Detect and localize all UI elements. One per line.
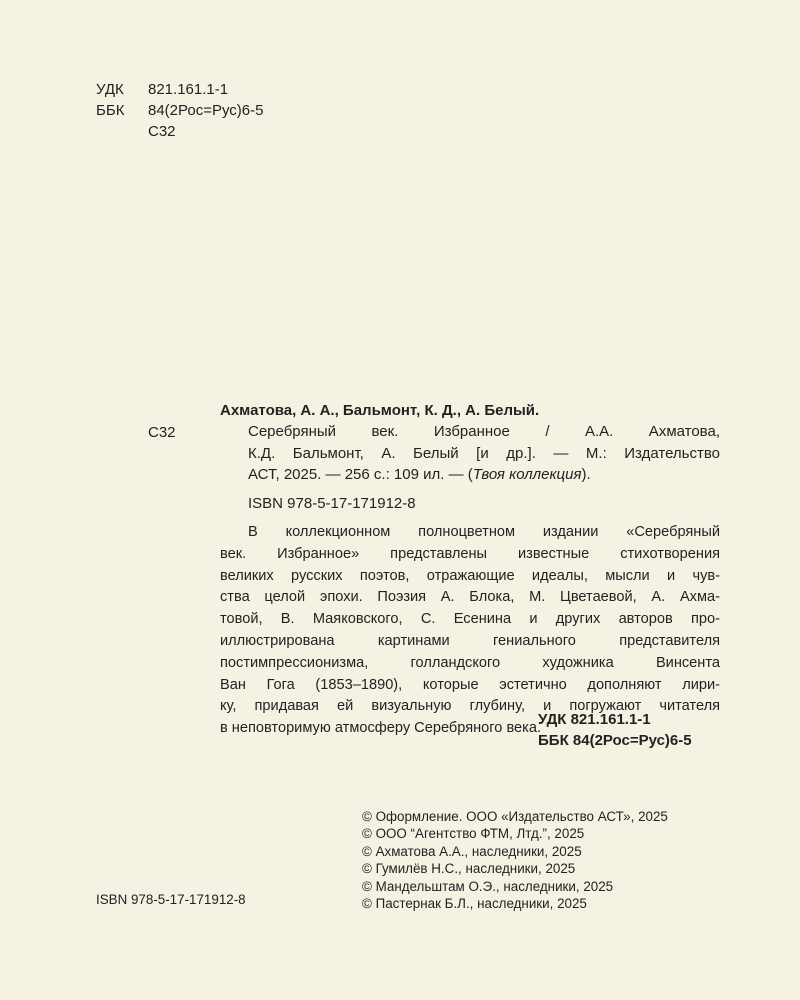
bbk-value: 84(2Рос=Рус)6-5 xyxy=(148,102,264,119)
annotation-line: великих русских поэтов, отражающие идеалы, мысли и чув- xyxy=(220,567,720,584)
annotation xyxy=(220,522,720,740)
annotation-line: постимпрессионизма, голландского художника Винсента xyxy=(220,654,720,671)
series-title: Твоя коллекция xyxy=(472,466,582,484)
udk-label: УДК xyxy=(96,81,124,98)
copyright-list xyxy=(362,808,668,912)
description-line xyxy=(248,464,720,486)
copyright-item: © Гумилёв Н.С., наследники, 2025 xyxy=(362,861,576,877)
annotation-line: в неповторимую атмосферу Серебряного века. xyxy=(220,720,542,737)
copyright-item: © Пастернак Б.Л., наследники, 2025 xyxy=(362,896,587,912)
description-line: Серебряный век. Избранное / А.А. Ахматова, xyxy=(248,423,720,440)
annotation-line: век. Избранное» представлены известные стихотворения xyxy=(220,545,720,562)
annotation-line: ства целой эпохи. Поэзия А. Блока, М. Цветаевой, А. Ахма- xyxy=(220,589,720,606)
record-isbn: ISBN 978-5-17-171912-8 xyxy=(248,495,416,512)
classification-block xyxy=(96,80,356,150)
annotation-line: ку, придавая ей визуальную глубину, и погружают читателя xyxy=(220,698,720,715)
annotation-line: товой, В. Маяковского, С. Есенина и других авторов про- xyxy=(220,611,720,628)
udk-value: 821.161.1-1 xyxy=(148,81,229,98)
copyright-item: © ООО “Агентство ФТМ, Лтд.”, 2025 xyxy=(362,826,585,842)
copyright-item: © Мандельштам О.Э., наследники, 2025 xyxy=(362,878,614,894)
record-authors: Ахматова, А. А., Бальмонт, К. Д., А. Белый. xyxy=(220,402,540,419)
annotation-line: Ван Гога (1853–1890), которые эстетично дополняют лири- xyxy=(220,676,720,693)
annotation-line: иллюстрирована картинами гениального представителя xyxy=(220,632,720,649)
bbk-label: ББК xyxy=(96,102,125,119)
footer-isbn: ISBN 978-5-17-171912-8 xyxy=(96,892,246,907)
record-description xyxy=(248,421,720,486)
annotation-line: В коллекционном полноцветном издании «Серебряный xyxy=(248,524,720,540)
copyright-item: © Ахматова А.А., наследники, 2025 xyxy=(362,843,582,859)
bbk-code: ББК 84(2Рос=Рус)6-5 xyxy=(538,732,692,749)
udk-code: УДК 821.161.1-1 xyxy=(538,711,651,728)
copyright-item: © Оформление. ООО «Издательство АСТ», 2025 xyxy=(362,809,668,824)
series-close: ). xyxy=(581,466,591,484)
author-mark: С32 xyxy=(148,123,176,140)
description-line: К.Д. Бальмонт, А. Белый [и др.]. — М.: Издательство xyxy=(248,444,720,462)
description-text: АСТ, 2025. — 256 с.: 109 ил. — ( xyxy=(248,466,473,484)
record-author-mark: С32 xyxy=(148,424,176,441)
